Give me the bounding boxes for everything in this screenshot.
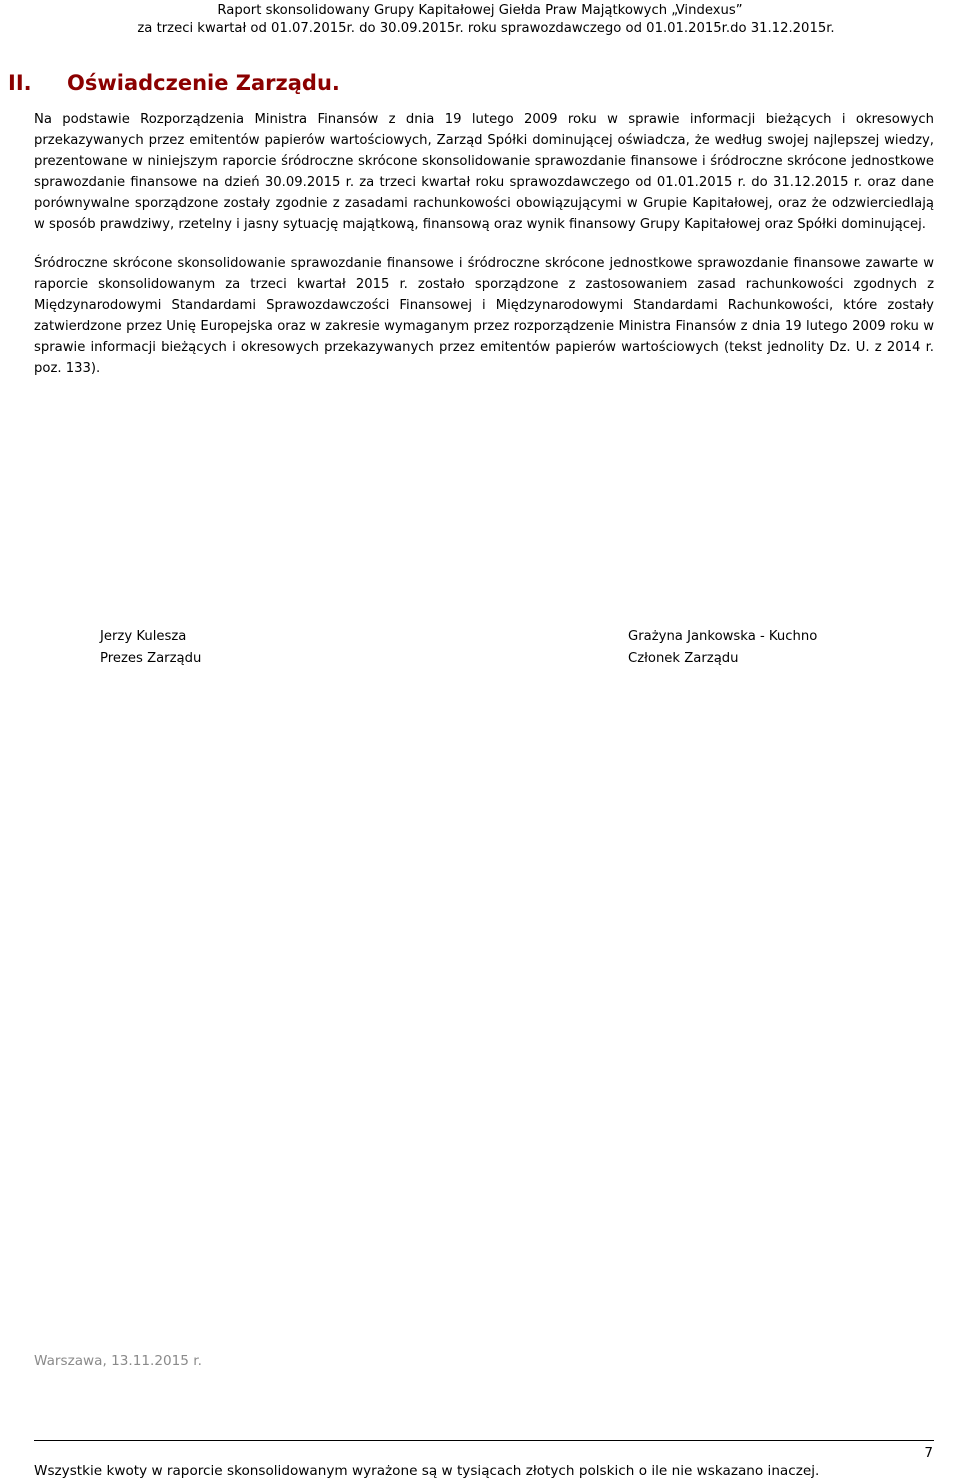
section-heading [8,70,340,96]
place-and-date: Warszawa, 13.11.2015 r. [34,1353,202,1369]
signatory-name: Jerzy Kulesza [100,629,187,644]
header-report-period: za trzeci kwartał od 01.07.2015r. do 30.09.2015r. roku sprawozdawczego od 01.01.2015r.do 31.12.2015r. [137,21,835,36]
footer-note: Wszystkie kwoty w raporcie skonsolidowanym wyrażone są w tysiącach złotych polskich o ile nie wskazano inaczej. [34,1463,820,1479]
page-number: 7 [924,1445,933,1461]
footer-divider [34,1440,934,1441]
statement-paragraph-1: Na podstawie Rozporządzenia Ministra Finansów z dnia 19 lutego 2009 roku w sprawie informacji bieżących i okresowych przekazywanych przez emitentów papierów wartościowych, Zarząd Spółki dominującej oświadcza, że według swojej najlepszej wiedzy, prezentowane w niniejszym raporcie śródroczne skrócone skonsolidowanie sprawozdanie finansowe i śródroczne skrócone jednostkowe sprawozdanie finansowe na dzień 30.09.2015 r. za trzeci kwartał roku sprawozdawczego od 01.01.2015 r. do 31.12.2015 r. oraz dane porównywalne sporządzone zostały zgodnie z zasadami rachunkowości obowiązującymi w Grupie Kapitałowej, oraz że odzwierciedlają w sposób prawdziwy, rzetelny i jasny sytuację majątkową, finansową oraz wynik finansowy Grupy Kapitałowej oraz Spółki dominującej. [34,112,934,233]
section-number: II. [8,71,32,95]
signature-block-president [100,626,201,669]
section-title: Oświadczenie Zarządu. [67,71,340,95]
signatory-role: Członek Zarządu [628,650,739,666]
signatory-name: Grażyna Jankowska - Kuchno [628,629,818,644]
statement-paragraph-2: Śródroczne skrócone skonsolidowanie sprawozdanie finansowe i śródroczne skrócone jednostkowe sprawozdanie finansowe zawarte w raporcie skonsolidowanym za trzeci kwartał 2015 r. zostało sporządzone z zastosowaniem zasad rachunkowości zgodnych z Międzynarodowymi Standardami Sprawozdawczości Finansowej i Międzynarodowymi Standardami Rachunkowości, które zostały zatwierdzone przez Unię Europejska oraz w zakresie wymaganym przez rozporządzenie Ministra Finansów z dnia 19 lutego 2009 roku w sprawie informacji bieżących i okresowych przekazywanych przez emitentów papierów wartościowych (tekst jednolity Dz. U. z 2014 r. poz. 133). [34,256,934,377]
header-report-title: Raport skonsolidowany Grupy Kapitałowej Giełda Praw Majątkowych „Vindexus” [217,3,743,18]
document-header [0,2,960,38]
signatory-role: Prezes Zarządu [100,650,202,666]
signature-block-board-member [628,626,817,669]
